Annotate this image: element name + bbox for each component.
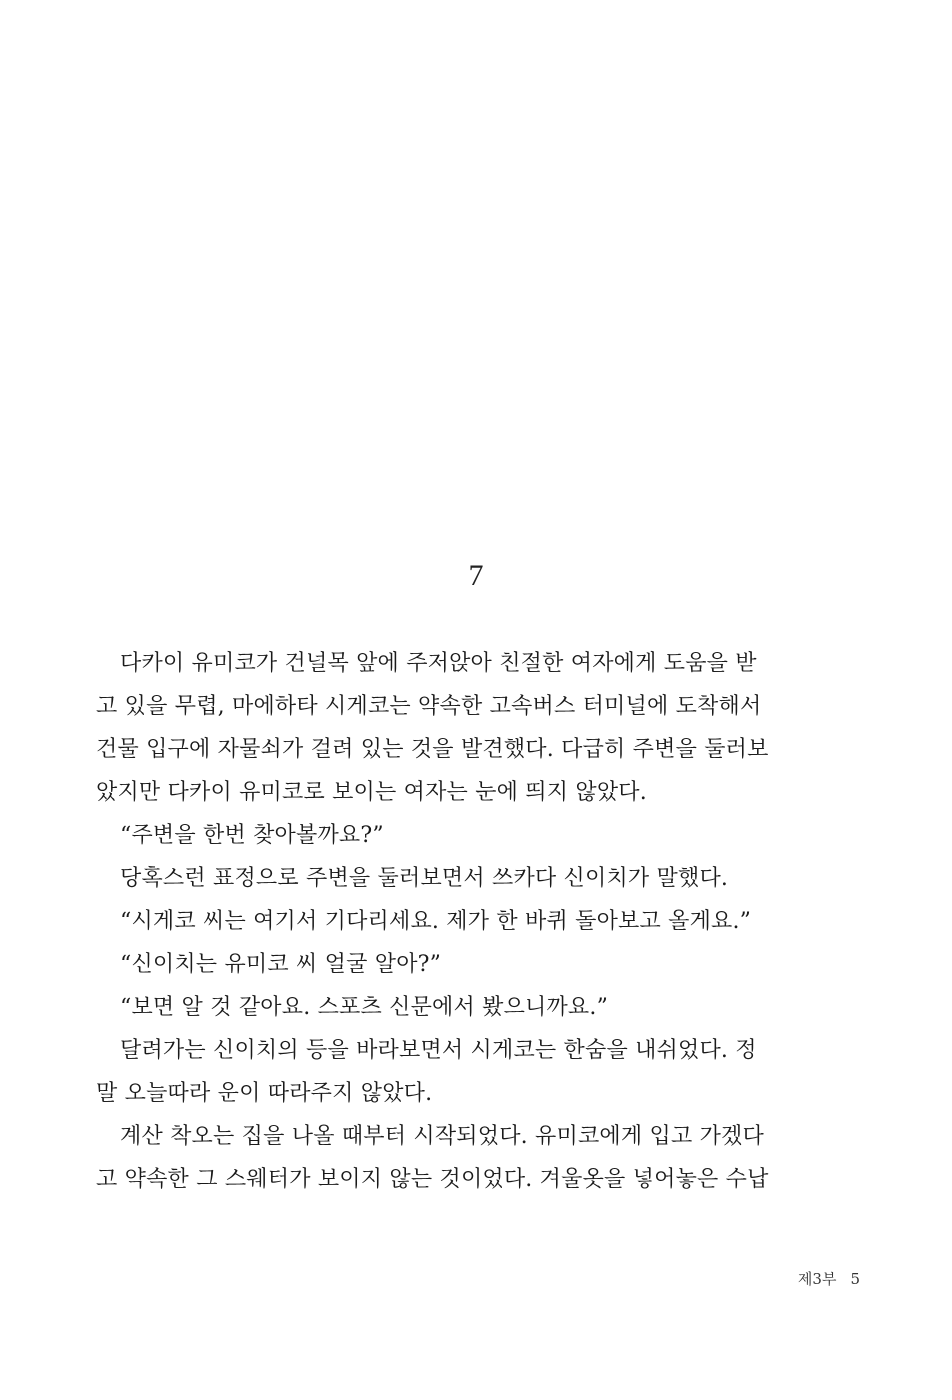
body-text [96,642,858,1201]
section-label: 제3부 [797,1270,837,1288]
text-line: 달려가는 신이치의 등을 바라보면서 시게코는 한숨을 내쉬었다. 정 [120,1038,757,1063]
text-line: 건물 입구에 자물쇠가 걸려 있는 것을 발견했다. 다급히 주변을 둘러보 [96,737,769,762]
text-line: 다카이 유미코가 건널목 앞에 주저앉아 친절한 여자에게 도움을 받 [120,651,757,676]
page-number: 5 [850,1270,860,1288]
text-line: 계산 착오는 집을 나올 때부터 시작되었다. 유미코에게 입고 가겠다 [120,1124,764,1149]
text-line: 았지만 다카이 유미코로 보이는 여자는 눈에 띄지 않았다. [96,780,647,805]
text-line: “보면 알 것 같아요. 스포츠 신문에서 봤으니까요.” [120,995,609,1020]
page-footer [798,1268,860,1289]
text-line: 당혹스런 표정으로 주변을 둘러보면서 쓰카다 신이치가 말했다. [120,866,729,891]
chapter-number: 7 [468,559,484,592]
text-line: 말 오늘따라 운이 따라주지 않았다. [96,1081,433,1106]
text-line: “시게코 씨는 여기서 기다리세요. 제가 한 바퀴 돌아보고 올게요.” [120,909,752,934]
text-line: “신이치는 유미코 씨 얼굴 알아?” [120,952,442,977]
text-line: “주변을 한번 찾아볼까요?” [120,823,384,848]
text-line: 고 약속한 그 스웨터가 보이지 않는 것이었다. 겨울옷을 넣어놓은 수납 [96,1167,769,1192]
text-line: 고 있을 무렵, 마에하타 시게코는 약속한 고속버스 터미널에 도착해서 [96,694,762,719]
